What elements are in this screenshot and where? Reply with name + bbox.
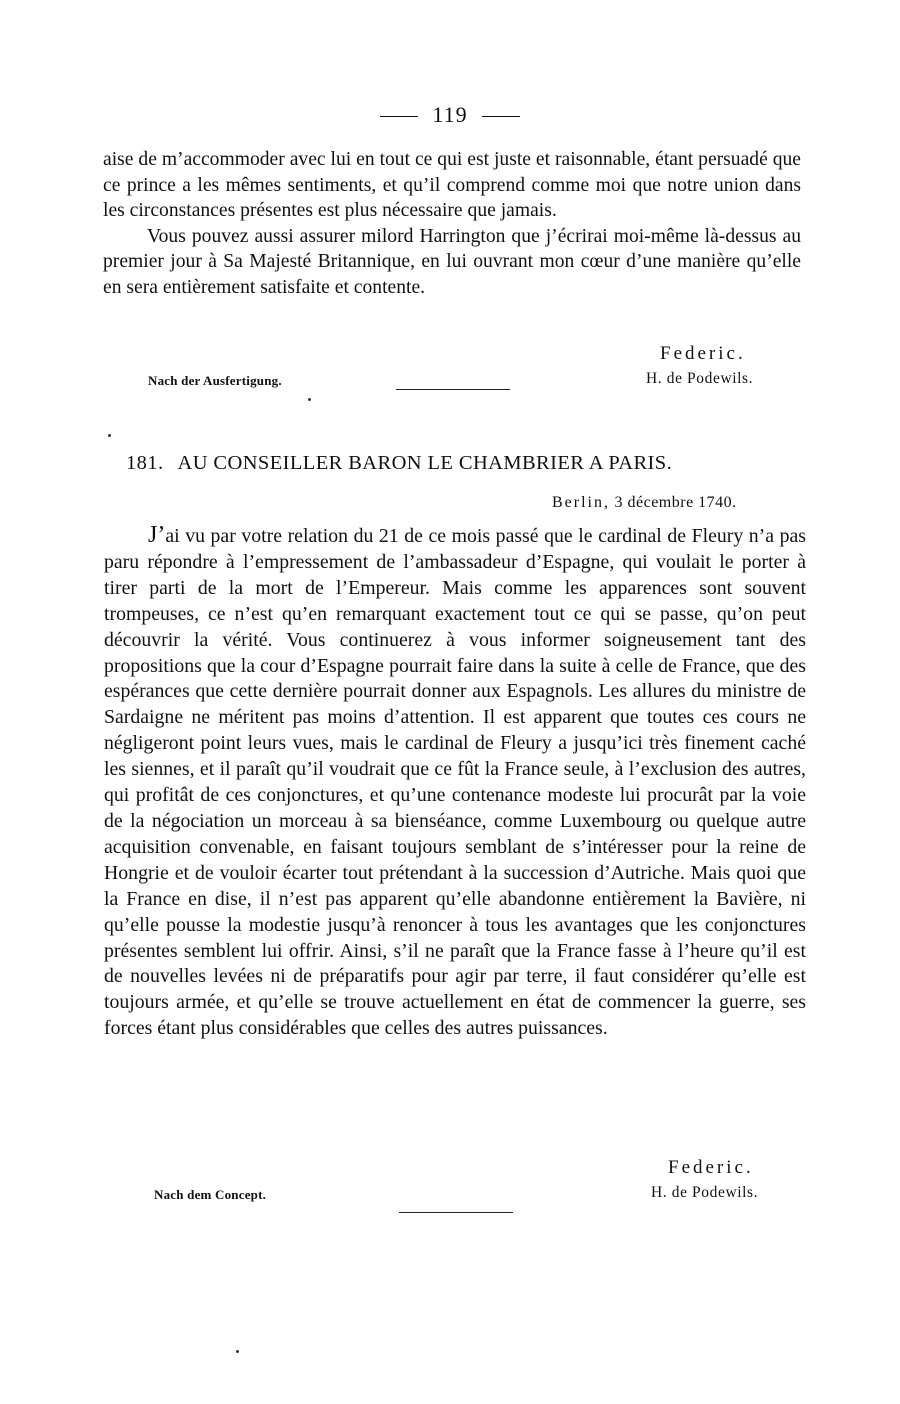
section-divider <box>396 389 510 390</box>
dateline-date: 3 décembre 1740. <box>614 494 737 511</box>
section-divider <box>399 1212 513 1213</box>
dateline-place: Berlin, <box>552 494 610 511</box>
source-note: Nach der Ausfertigung. <box>148 373 282 388</box>
right-dash <box>482 116 520 117</box>
letter-heading <box>126 452 672 475</box>
print-speck <box>108 434 111 437</box>
signature-federic: Federic. <box>660 343 746 364</box>
counter-signature-podewils: H. de Podewils. <box>646 370 754 387</box>
signature-federic: Federic. <box>668 1157 754 1178</box>
previous-letter-conclusion <box>103 147 801 301</box>
letter-title: AU CONSEILLER BARON LE CHAMBRIER A PARIS. <box>177 452 673 474</box>
paragraph: Vous pouvez aussi assurer milord Harrington que j’écrirai moi-même là-dessus au premier jour à Sa Majesté Britannique, en lui ouvrant mon cœur d’une manière qu’elle en sera entièrement satisfaite et contente. <box>103 225 801 298</box>
left-dash <box>380 116 418 117</box>
print-speck <box>236 1350 239 1353</box>
letter-body-paragraph: J’ai vu par votre relation du 21 de ce mois passé que le cardinal de Fleury n’a pas paru répondre à l’empressement de l’ambassadeur d’Espagne, qui voulait le porter à tirer parti de la mort de l’Empereur. Mais comme les apparences sont souvent trompeuses, ce n’est qu’en remarquant exactement tout ce qui se passe, qu’on peut découvrir la vérité. Vous continuerez à vous informer soigneusement tant des propositions que la cour d’Espagne pourrait faire dans la suite à celle de France, que des espérances que cette dernière pourrait donner aux Espagnols. Les allures du ministre de Sardaigne ne méritent pas moins d’attention. Il est apparent que toutes ces cours ne négligeront point leurs vues, mais le cardinal de Fleury a jusqu’ici très finement caché les siennes, et il paraît qu’il voudrait que ce fût la France seule, à l’exclusion des autres, qui profitât de ces conjonctures, et qu’une contenance modeste lui procurât par la voie de la négociation un morceau à sa bienséance, comme Luxembourg ou quelque autre acquisition convenable, en faisant toujours semblant de s’intéresser pour la reine de Hongrie et de vouloir écarter tout prétendant à la succession d’Autriche. Mais quoi que la France en dise, il n’est pas apparent qu’elle abandonne entièrement la Bavière, ni qu’elle pousse la modestie jusqu’à renoncer à tous les avantages que les conjonctures présentes semblent lui offrir. Ainsi, s’il ne paraît que la France fasse à l’heure qu’il est de nouvelles levées ni de préparatifs pour agir par terre, il faut considérer qu’elle est toujours armée, et qu’elle se trouve actuellement en état de commencer la guerre, ses forces étant plus considérables que celles des autres puissances. <box>104 522 806 1040</box>
page-number: 119 <box>432 102 468 127</box>
dateline <box>552 494 737 512</box>
letter-number: 181. <box>126 452 164 474</box>
letter-body <box>104 523 806 1042</box>
paragraph-continuation: aise de m’accommoder avec lui en tout ce qui est juste et raisonnable, étant persuadé que ce prince a les mêmes sentiments, et qu’il comprend comme moi que notre union dans les circonstances présentes est plus nécessaire que jamais. <box>103 149 801 222</box>
counter-signature-podewils: H. de Podewils. <box>651 1184 759 1201</box>
page-number-header <box>0 102 900 128</box>
print-speck <box>308 398 311 401</box>
source-note: Nach dem Concept. <box>154 1187 267 1202</box>
